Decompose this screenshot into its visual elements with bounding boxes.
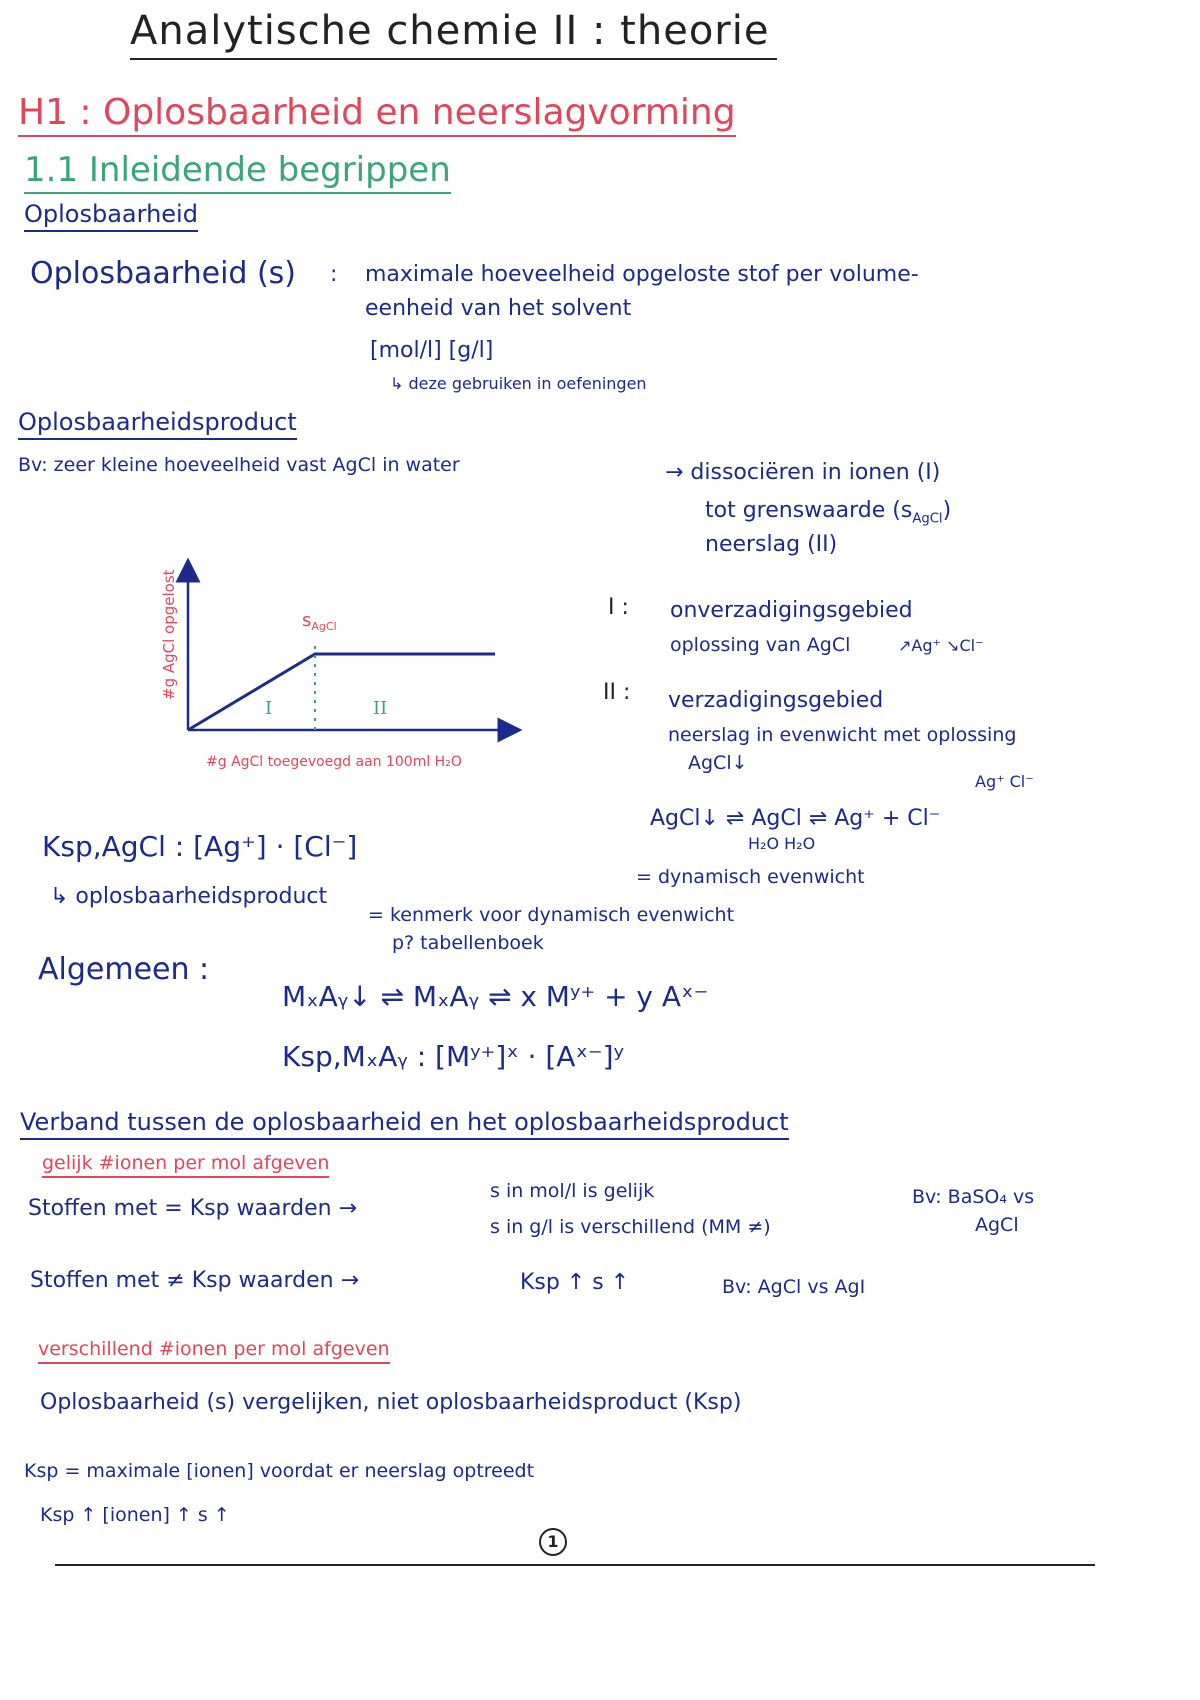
compare-statement: Oplosbaarheid (s) vergelijken, niet oplosbaarheidsproduct (Ksp) [40, 1390, 742, 1415]
region-II-title: verzadigingsgebied [668, 688, 884, 713]
graph-y-label: #g AgCl opgelost [160, 569, 178, 700]
units-note: ↳ deze gebruiken in oefeningen [390, 374, 647, 393]
dynamic-equilibrium: = dynamisch evenwicht [636, 866, 865, 888]
definition-line1: maximale hoeveelheid opgeloste stof per volume- [365, 262, 919, 287]
ksp-definition: = kenmerk voor dynamisch evenwicht [368, 904, 735, 926]
ksp-definition-2: p? tabellenboek [392, 932, 544, 954]
row1-mid1: s in mol/l is gelijk [490, 1180, 655, 1202]
section-heading: 1.1 Inleidende begrippen [24, 150, 451, 194]
side-note-line2: tot grenswaarde $(s_{AgCl})$ [705, 498, 952, 527]
graph-curve [188, 654, 495, 730]
row1-example-1: Bv: BaSO₄ vs [912, 1186, 1035, 1208]
sub-different-ions: verschillend #ionen per mol afgeven [38, 1338, 390, 1364]
region-I-sub: oplossing van AgCl [670, 634, 851, 656]
term-oplosbaarheid: Oplosbaarheid (s) [30, 256, 297, 291]
region-I-title: onverzadigingsgebied [670, 598, 913, 623]
page-number: 1 [539, 1528, 567, 1556]
region-I-ions: ↗Ag⁺ ↘Cl⁻ [898, 636, 984, 655]
ksp-name: ↳ oplosbaarheidsproduct [50, 884, 328, 909]
general-ksp: Ksp,MₓAᵧ : [Mʸ⁺]ˣ · [Aˣ⁻]ʸ [282, 1040, 625, 1073]
row2-example: Bv: AgCl vs AgI [722, 1276, 866, 1298]
ksp-formula: Ksp,AgCl : [Ag⁺] · [Cl⁻] [42, 830, 358, 863]
side-note-line3: neerslag (II) [705, 532, 838, 557]
page-title: Analytische chemie II : theorie [130, 8, 777, 60]
row2-mid: Ksp ↑ s ↑ [520, 1270, 630, 1295]
region-II-sub: neerslag in evenwicht met oplossing [668, 724, 1017, 746]
solubility-graph [140, 540, 540, 780]
graph-s-label: $s_{AgCl}$ [302, 610, 337, 633]
sub-equal-ions: gelijk #ionen per mol afgeven [42, 1152, 329, 1178]
region-II-ions: Ag⁺ Cl⁻ [975, 772, 1034, 791]
row1-example-2: AgCl [975, 1214, 1019, 1236]
definition-colon: : [330, 262, 338, 287]
subsection-verband: Verband tussen de oplosbaarheid en het oplosbaarheidsproduct [20, 1108, 789, 1140]
general-label: Algemeen : [38, 952, 210, 987]
units: [mol/l] [g/l] [370, 338, 494, 363]
row1-left: Stoffen met = Ksp waarden → [28, 1196, 358, 1221]
definition-line2: eenheid van het solvent [365, 296, 632, 321]
region-II-sub2: AgCl↓ [688, 752, 748, 774]
footer-rule [55, 1564, 1095, 1566]
example-agcl: Bv: zeer kleine hoeveelheid vast AgCl in water [18, 454, 460, 476]
graph-region-2: II [373, 698, 388, 719]
region-I-label: I : [608, 595, 629, 620]
general-equation: MₓAᵧ↓ ⇌ MₓAᵧ ⇌ x Mʸ⁺ + y Aˣ⁻ [282, 980, 709, 1013]
row1-mid2: s in g/l is verschillend (MM ≠) [490, 1216, 771, 1238]
equilibrium-equation: AgCl↓ ⇌ AgCl ⇌ Ag⁺ + Cl⁻ [650, 806, 941, 831]
subsection-oplosbaarheidsproduct: Oplosbaarheidsproduct [18, 408, 297, 440]
side-note-line1: → dissociëren in ionen (I) [665, 460, 941, 485]
row2-left: Stoffen met ≠ Ksp waarden → [30, 1268, 360, 1293]
subsection-oplosbaarheid: Oplosbaarheid [24, 200, 198, 232]
region-II-label: II : [603, 680, 631, 705]
graph-x-label: #g AgCl toegevoegd aan 100ml H₂O [206, 754, 462, 770]
ksp-max-ions: Ksp = maximale [ionen] voordat er neerslag optreedt [24, 1460, 535, 1482]
graph-region-1: I [265, 698, 273, 719]
ksp-arrows: Ksp ↑ [ionen] ↑ s ↑ [40, 1504, 230, 1526]
chapter-heading: H1 : Oplosbaarheid en neerslagvorming [18, 92, 736, 137]
equilibrium-solvent: H₂O H₂O [748, 834, 816, 853]
